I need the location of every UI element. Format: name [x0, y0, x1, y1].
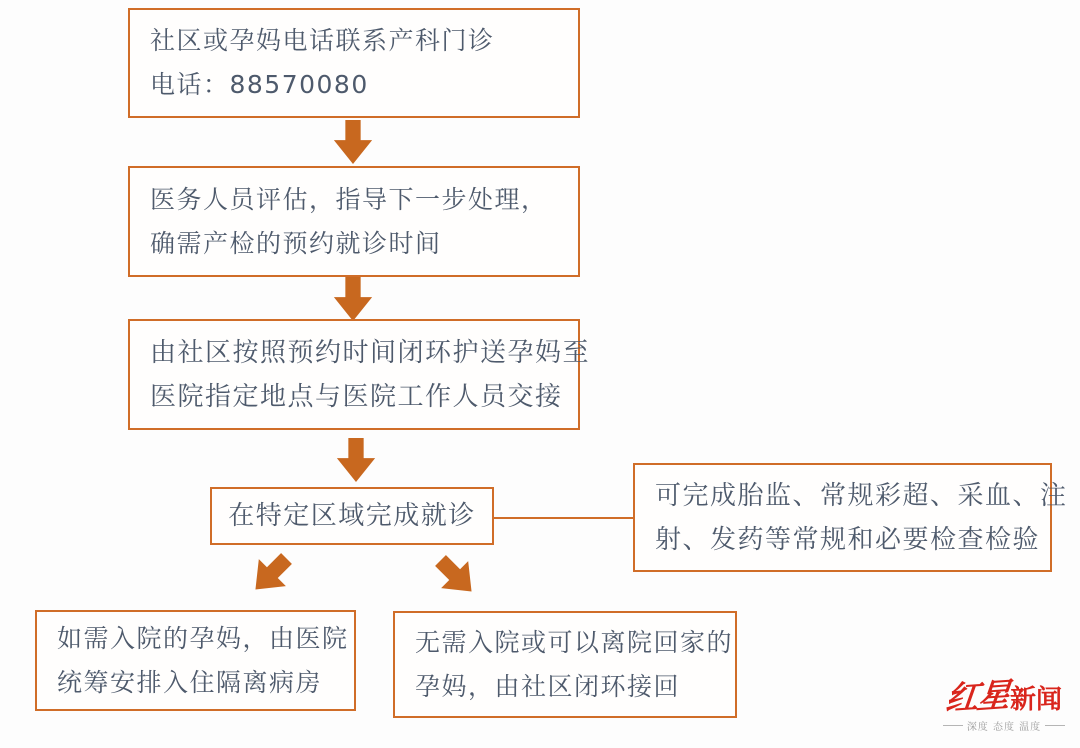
tagline-left-dash: [943, 725, 963, 726]
arrow-down-icon: [333, 120, 373, 164]
arrow-down-icon: [333, 277, 373, 321]
flow-box-return-line2: 孕妈，由社区闭环接回: [415, 671, 681, 701]
flow-box-assess-line2: 确需产检的预约就诊时间: [150, 228, 442, 258]
flow-box-admit: [35, 610, 356, 711]
flow-box-return-line1: 无需入院或可以离院回家的: [415, 627, 734, 657]
logo-brand-block: 新闻: [1009, 685, 1062, 715]
flow-box-admit-line2: 统筹安排入住隔离病房: [57, 667, 323, 697]
connector-line: [494, 517, 635, 519]
flow-box-visit: [210, 487, 494, 545]
flow-box-contact: [128, 8, 580, 118]
arrow-down-icon: [336, 438, 376, 482]
redstar-news-logo: [933, 674, 1075, 733]
flow-box-visit-line1: 在特定区域完成就诊: [228, 501, 476, 531]
flow-box-escort-line2: 医院指定地点与医院工作人员交接: [150, 381, 563, 412]
flow-box-contact-line1: 社区或孕妈电话联系产科门诊: [150, 26, 495, 55]
flow-box-assess-line1: 医务人员评估，指导下一步处理，: [150, 184, 548, 214]
logo-brand-script: 红星: [943, 674, 1011, 719]
arrow-down-right-icon: [426, 546, 485, 605]
flow-box-services-line1: 可完成胎监、常规彩超、采血、注: [655, 480, 1068, 511]
flow-box-admit-line1: 如需入院的孕妈，由医院: [57, 623, 349, 653]
tagline-right-dash: [1045, 725, 1065, 726]
flow-box-escort: [128, 319, 591, 430]
flow-box-assess: [128, 166, 580, 277]
flow-box-escort-line1: 由社区按照预约时间闭环护送孕妈至: [150, 337, 591, 368]
flow-box-contact-phone: 电话：88570080: [150, 70, 369, 99]
logo-tagline-text: 深度 态度 温度: [966, 722, 1042, 733]
logo-tagline: [933, 718, 1075, 733]
arrow-down-left-icon: [241, 544, 300, 603]
flow-box-services-line2: 射、发药等常规和必要检查检验: [655, 524, 1041, 555]
logo-brand: [933, 674, 1075, 719]
flow-box-return: [393, 611, 737, 718]
flow-box-services: [633, 463, 1068, 572]
